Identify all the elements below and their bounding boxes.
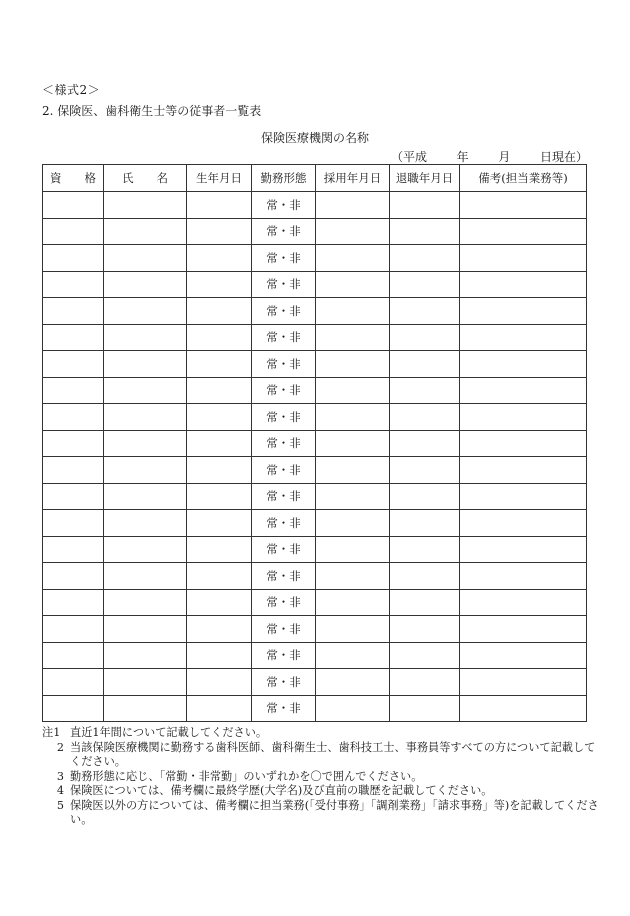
cell-birth-date[interactable]: [187, 457, 252, 484]
date-month-label: 月: [498, 150, 511, 164]
cell-qualification[interactable]: [43, 642, 104, 669]
cell-retire-date[interactable]: [390, 377, 460, 404]
note-text: 勤務形態に応じ、「常勤・非常勤」のいずれかを〇で囲んでください。: [70, 769, 423, 783]
table-row: [43, 351, 587, 378]
cell-qualification[interactable]: [43, 563, 104, 590]
cell-name[interactable]: [104, 589, 187, 616]
table-row: [43, 430, 587, 457]
cell-retire-date[interactable]: [390, 298, 460, 325]
cell-qualification[interactable]: [43, 695, 104, 722]
cell-name[interactable]: [104, 218, 187, 245]
cell-remarks[interactable]: [460, 695, 587, 722]
cell-work-type[interactable]: 常・非: [252, 218, 316, 245]
cell-retire-date[interactable]: [390, 642, 460, 669]
notes-section: [42, 726, 602, 828]
cell-remarks[interactable]: [460, 324, 587, 351]
table-row: [43, 589, 587, 616]
cell-remarks[interactable]: [460, 218, 587, 245]
cell-work-type[interactable]: 常・非: [252, 510, 316, 537]
institution-name-label: 保険医療機関の名称: [260, 131, 369, 145]
cell-name[interactable]: [104, 616, 187, 643]
as-of-date-line: [391, 148, 588, 165]
cell-remarks[interactable]: [460, 298, 587, 325]
cell-hire-date[interactable]: [316, 351, 390, 378]
cell-remarks[interactable]: [460, 430, 587, 457]
cell-remarks[interactable]: [460, 616, 587, 643]
header-hire-date: 採用年月日: [316, 165, 390, 192]
cell-work-type[interactable]: 常・非: [252, 589, 316, 616]
cell-birth-date[interactable]: [187, 695, 252, 722]
cell-qualification[interactable]: [43, 351, 104, 378]
table-row: [43, 218, 587, 245]
header-name: 氏 名: [104, 165, 187, 192]
cell-remarks[interactable]: [460, 271, 587, 298]
cell-hire-date[interactable]: [316, 563, 390, 590]
cell-qualification[interactable]: [43, 271, 104, 298]
cell-hire-date[interactable]: [316, 457, 390, 484]
note-text: 直近1年間について記載してください。: [70, 726, 268, 739]
note-number: 3: [56, 769, 64, 783]
cell-qualification[interactable]: [43, 430, 104, 457]
cell-retire-date[interactable]: [390, 669, 460, 696]
cell-name[interactable]: [104, 642, 187, 669]
section-title: 2. 保険医、歯科衛生士等の従事者一覧表: [42, 104, 262, 118]
note-item: [42, 726, 602, 741]
cell-birth-date[interactable]: [187, 589, 252, 616]
staff-roster-table: [42, 164, 587, 722]
cell-qualification[interactable]: [43, 536, 104, 563]
cell-remarks[interactable]: [460, 563, 587, 590]
cell-qualification[interactable]: [43, 298, 104, 325]
cell-work-type[interactable]: 常・非: [252, 324, 316, 351]
table-row: [43, 245, 587, 272]
table-row: [43, 616, 587, 643]
table-row: [43, 669, 587, 696]
cell-work-type[interactable]: 常・非: [252, 669, 316, 696]
cell-retire-date[interactable]: [390, 510, 460, 537]
cell-remarks[interactable]: [460, 404, 587, 431]
cell-hire-date[interactable]: [316, 404, 390, 431]
cell-work-type[interactable]: 常・非: [252, 298, 316, 325]
note-text: 当該保険医療機関に勤務する歯科医師、歯科衛生士、歯科技工士、事務員等すべての方について記載してください。: [70, 740, 596, 768]
cell-qualification[interactable]: [43, 192, 104, 219]
cell-birth-date[interactable]: [187, 351, 252, 378]
cell-retire-date[interactable]: [390, 536, 460, 563]
cell-birth-date[interactable]: [187, 324, 252, 351]
cell-name[interactable]: [104, 298, 187, 325]
cell-work-type[interactable]: 常・非: [252, 536, 316, 563]
cell-hire-date[interactable]: [316, 536, 390, 563]
cell-qualification[interactable]: [43, 589, 104, 616]
date-year-label: 年: [456, 150, 469, 164]
cell-name[interactable]: [104, 669, 187, 696]
table-row: [43, 457, 587, 484]
cell-name[interactable]: [104, 377, 187, 404]
cell-remarks[interactable]: [460, 536, 587, 563]
cell-remarks[interactable]: [460, 483, 587, 510]
cell-remarks[interactable]: [460, 669, 587, 696]
cell-hire-date[interactable]: [316, 483, 390, 510]
cell-birth-date[interactable]: [187, 245, 252, 272]
table-row: [43, 377, 587, 404]
cell-birth-date[interactable]: [187, 536, 252, 563]
table-row: [43, 298, 587, 325]
cell-hire-date[interactable]: [316, 669, 390, 696]
cell-work-type[interactable]: 常・非: [252, 377, 316, 404]
table-row: [43, 510, 587, 537]
cell-birth-date[interactable]: [187, 616, 252, 643]
cell-remarks[interactable]: [460, 589, 587, 616]
cell-hire-date[interactable]: [316, 245, 390, 272]
cell-qualification[interactable]: [43, 616, 104, 643]
header-qualification: 資 格: [43, 165, 104, 192]
cell-qualification[interactable]: [43, 669, 104, 696]
note-number: 5: [56, 798, 64, 812]
cell-hire-date[interactable]: [316, 298, 390, 325]
cell-qualification[interactable]: [43, 457, 104, 484]
note-item: [42, 799, 602, 828]
cell-qualification[interactable]: [43, 218, 104, 245]
table-row: [43, 642, 587, 669]
cell-retire-date[interactable]: [390, 563, 460, 590]
table-row: [43, 324, 587, 351]
table-row: [43, 192, 587, 219]
cell-hire-date[interactable]: [316, 616, 390, 643]
cell-birth-date[interactable]: [187, 404, 252, 431]
cell-birth-date[interactable]: [187, 563, 252, 590]
cell-remarks[interactable]: [460, 377, 587, 404]
cell-qualification[interactable]: [43, 377, 104, 404]
cell-retire-date[interactable]: [390, 271, 460, 298]
cell-work-type[interactable]: 常・非: [252, 695, 316, 722]
cell-qualification[interactable]: [43, 404, 104, 431]
cell-retire-date[interactable]: [390, 245, 460, 272]
table-row: [43, 483, 587, 510]
table-row: [43, 695, 587, 722]
note-item: [42, 741, 602, 770]
cell-hire-date[interactable]: [316, 218, 390, 245]
cell-birth-date[interactable]: [187, 192, 252, 219]
cell-name[interactable]: [104, 271, 187, 298]
cell-name[interactable]: [104, 563, 187, 590]
cell-remarks[interactable]: [460, 642, 587, 669]
note-number: 2: [56, 740, 64, 754]
cell-name[interactable]: [104, 324, 187, 351]
cell-retire-date[interactable]: [390, 616, 460, 643]
cell-name[interactable]: [104, 430, 187, 457]
cell-birth-date[interactable]: [187, 642, 252, 669]
cell-work-type[interactable]: 常・非: [252, 192, 316, 219]
table-row: [43, 404, 587, 431]
cell-work-type[interactable]: 常・非: [252, 483, 316, 510]
cell-retire-date[interactable]: [390, 430, 460, 457]
cell-name[interactable]: [104, 536, 187, 563]
cell-work-type[interactable]: 常・非: [252, 642, 316, 669]
cell-hire-date[interactable]: [316, 695, 390, 722]
cell-work-type[interactable]: 常・非: [252, 563, 316, 590]
cell-birth-date[interactable]: [187, 218, 252, 245]
header-row: [43, 165, 587, 192]
cell-retire-date[interactable]: [390, 483, 460, 510]
cell-retire-date[interactable]: [390, 324, 460, 351]
cell-hire-date[interactable]: [316, 430, 390, 457]
cell-retire-date[interactable]: [390, 218, 460, 245]
cell-birth-date[interactable]: [187, 298, 252, 325]
cell-hire-date[interactable]: [316, 271, 390, 298]
cell-qualification[interactable]: [43, 510, 104, 537]
note-item: [42, 784, 602, 799]
cell-work-type[interactable]: 常・非: [252, 271, 316, 298]
table-row: [43, 536, 587, 563]
cell-remarks[interactable]: [460, 192, 587, 219]
cell-work-type[interactable]: 常・非: [252, 616, 316, 643]
cell-name[interactable]: [104, 483, 187, 510]
header-remarks: 備考(担当業務等): [460, 165, 587, 192]
cell-work-type[interactable]: 常・非: [252, 404, 316, 431]
cell-qualification[interactable]: [43, 483, 104, 510]
header-work-type: 勤務形態: [252, 165, 316, 192]
cell-name[interactable]: [104, 457, 187, 484]
cell-work-type[interactable]: 常・非: [252, 430, 316, 457]
cell-hire-date[interactable]: [316, 192, 390, 219]
note-text: 保険医以外の方については、備考欄に担当業務(「受付事務」「調剤業務」「請求事務」等)を記載してください。: [70, 798, 599, 826]
cell-retire-date[interactable]: [390, 192, 460, 219]
cell-retire-date[interactable]: [390, 351, 460, 378]
note-number: 注1: [42, 726, 61, 739]
cell-name[interactable]: [104, 192, 187, 219]
cell-hire-date[interactable]: [316, 377, 390, 404]
cell-work-type[interactable]: 常・非: [252, 351, 316, 378]
cell-hire-date[interactable]: [316, 324, 390, 351]
cell-retire-date[interactable]: [390, 457, 460, 484]
header-retire-date: 退職年月日: [390, 165, 460, 192]
note-number: 4: [56, 784, 64, 797]
cell-hire-date[interactable]: [316, 510, 390, 537]
cell-qualification[interactable]: [43, 245, 104, 272]
cell-birth-date[interactable]: [187, 669, 252, 696]
note-text: 保険医については、備考欄に最終学歴(大学名)及び直前の職歴を記載してください。: [70, 784, 493, 797]
cell-retire-date[interactable]: [390, 404, 460, 431]
cell-remarks[interactable]: [460, 245, 587, 272]
cell-qualification[interactable]: [43, 324, 104, 351]
cell-name[interactable]: [104, 404, 187, 431]
cell-birth-date[interactable]: [187, 377, 252, 404]
cell-birth-date[interactable]: [187, 430, 252, 457]
cell-name[interactable]: [104, 695, 187, 722]
cell-hire-date[interactable]: [316, 642, 390, 669]
header-birth-date: 生年月日: [187, 165, 252, 192]
cell-name[interactable]: [104, 245, 187, 272]
table-row: [43, 563, 587, 590]
cell-birth-date[interactable]: [187, 271, 252, 298]
cell-retire-date[interactable]: [390, 589, 460, 616]
cell-remarks[interactable]: [460, 457, 587, 484]
cell-remarks[interactable]: [460, 510, 587, 537]
form-number: ＜様式2＞: [42, 83, 101, 97]
table-row: [43, 271, 587, 298]
cell-work-type[interactable]: 常・非: [252, 457, 316, 484]
cell-name[interactable]: [104, 351, 187, 378]
cell-work-type[interactable]: 常・非: [252, 245, 316, 272]
cell-birth-date[interactable]: [187, 483, 252, 510]
cell-retire-date[interactable]: [390, 695, 460, 722]
cell-name[interactable]: [104, 510, 187, 537]
note-item: [42, 770, 602, 785]
date-day-label: 日現在）: [539, 150, 588, 164]
cell-hire-date[interactable]: [316, 589, 390, 616]
date-era-label: （平成: [390, 150, 427, 164]
cell-birth-date[interactable]: [187, 510, 252, 537]
cell-remarks[interactable]: [460, 351, 587, 378]
